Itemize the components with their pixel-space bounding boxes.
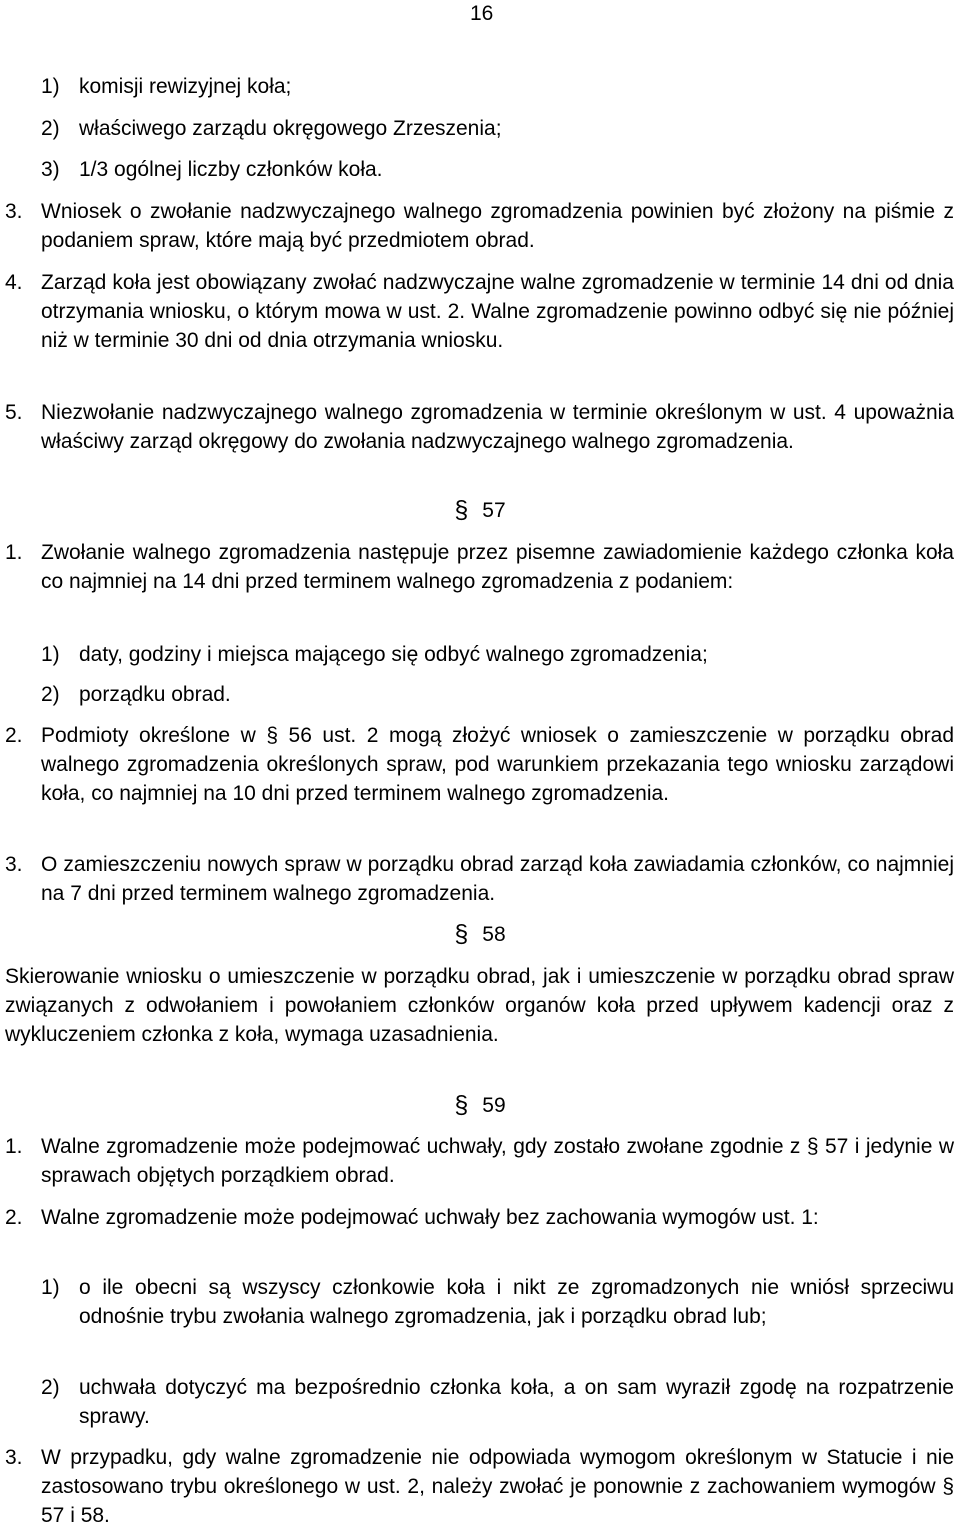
section-heading-59 xyxy=(0,1091,960,1120)
paragraph-number: 3. xyxy=(5,853,23,876)
list-item-text: o ile obecni są wszyscy członkowie koła i nikt ze zgromadzonych nie wniósł sprzeciwu odnośnie trybu zwołania walnego zgromadzenia, jak i porządku obrad lub; xyxy=(79,1276,954,1329)
paragraph-58: Skierowanie wniosku o umieszczenie w porządku obrad, jak i umieszczenie w porządku obrad spraw związanych z odwołaniem i powołaniem członków organów koła przed upływem kadencji oraz z wykluczeniem członka z koła, wymaga uzasadnienia. xyxy=(5,965,954,1047)
paragraph-text: Wniosek o zwołanie nadzwyczajnego walnego zgromadzenia powinien być złożony na piśmie z podaniem spraw, które mają być przedmiotem obrad. xyxy=(41,200,954,253)
paragraph-number: 1. xyxy=(5,541,23,564)
list-item-text: 1/3 ogólnej liczby członków koła. xyxy=(79,158,383,181)
paragraph-number: 3. xyxy=(5,200,23,223)
list-item xyxy=(41,680,954,709)
paragraph-text: Niezwołanie nadzwyczajnego walnego zgromadzenia w terminie określonym w ust. 4 upoważnia właściwy zarząd okręgowy do zwołania nadzwyczajnego walnego zgromadzenia. xyxy=(41,401,954,454)
list-item-number: 1) xyxy=(41,1276,60,1299)
list-item xyxy=(41,155,954,184)
list-item-text: daty, godziny i miejsca mającego się odbyć walnego zgromadzenia; xyxy=(79,643,708,666)
section-symbol: § xyxy=(454,1091,469,1119)
list-item xyxy=(41,1373,954,1431)
section-number: 58 xyxy=(482,923,506,946)
paragraph-number: 2. xyxy=(5,724,23,747)
section-heading-57 xyxy=(0,496,960,525)
paragraph-number: 3. xyxy=(5,1446,23,1469)
section-symbol: § xyxy=(454,496,469,524)
paragraph-text: O zamieszczeniu nowych spraw w porządku obrad zarząd koła zawiadamia członków, co najmniej na 7 dni przed terminem walnego zgromadzenia. xyxy=(41,853,954,906)
paragraph-56-5 xyxy=(5,398,954,456)
paragraph-57-2 xyxy=(5,721,954,809)
paragraph-text: W przypadku, gdy walne zgromadzenie nie odpowiada wymogom określonym w Statucie i nie zastosowano trybu określonego w ust. 2, należy zwołać je ponownie z zachowaniem wymogów § 57 i 58. xyxy=(41,1446,954,1528)
paragraph-59-3 xyxy=(5,1443,954,1531)
page-number: 16 xyxy=(470,2,494,25)
paragraph-text: Walne zgromadzenie może podejmować uchwały, gdy zostało zwołane zgodnie z § 57 i jedynie w sprawach objętych porządkiem obrad. xyxy=(41,1135,954,1188)
list-item-number: 3) xyxy=(41,158,60,181)
paragraph-number: 5. xyxy=(5,401,23,424)
paragraph-56-3 xyxy=(5,197,954,255)
section-number: 57 xyxy=(482,499,506,522)
section-number: 59 xyxy=(482,1094,506,1117)
list-item-number: 2) xyxy=(41,117,60,140)
list-item-number: 2) xyxy=(41,1376,60,1399)
list-item xyxy=(41,72,954,101)
paragraph-number: 4. xyxy=(5,271,23,294)
list-item-text: uchwała dotyczyć ma bezpośrednio członka koła, a on sam wyraził zgodę na rozpatrzenie sprawy. xyxy=(79,1376,954,1429)
paragraph-57-1 xyxy=(5,538,954,596)
paragraph-57-3 xyxy=(5,850,954,908)
list-item-text: komisji rewizyjnej koła; xyxy=(79,75,292,98)
paragraph-59-1 xyxy=(5,1132,954,1190)
list-item-text: porządku obrad. xyxy=(79,683,231,706)
list-item-number: 1) xyxy=(41,643,60,666)
paragraph-59-2 xyxy=(5,1203,954,1232)
list-item xyxy=(41,114,954,143)
paragraph-56-4 xyxy=(5,268,954,356)
section-symbol: § xyxy=(454,920,469,948)
paragraph-number: 2. xyxy=(5,1206,23,1229)
section-heading-58 xyxy=(0,920,960,949)
paragraph-number: 1. xyxy=(5,1135,23,1158)
paragraph-text: Podmioty określone w § 56 ust. 2 mogą złożyć wniosek o zamieszczenie w porządku obrad walnego zgromadzenia określonych spraw, pod warunkiem przekazania tego wniosku zarządowi koła, co najmniej na 10 dni przed terminem walnego zgromadzenia. xyxy=(41,724,954,806)
paragraph-text: Zwołanie walnego zgromadzenia następuje przez pisemne zawiadomienie każdego członka koła co najmniej na 14 dni przed terminem walnego zgromadzenia z podaniem: xyxy=(41,541,954,594)
list-item-text: właściwego zarządu okręgowego Zrzeszenia; xyxy=(79,117,502,140)
list-item-number: 2) xyxy=(41,683,60,706)
paragraph-text: Walne zgromadzenie może podejmować uchwały bez zachowania wymogów ust. 1: xyxy=(41,1206,819,1229)
list-item xyxy=(41,640,954,669)
paragraph-text: Zarząd koła jest obowiązany zwołać nadzwyczajne walne zgromadzenie w terminie 14 dni od dnia otrzymania wniosku, o którym mowa w ust. 2. Walne zgromadzenie powinno odbyć się nie później niż w terminie 30 dni od dnia otrzymania wniosku. xyxy=(41,271,954,353)
list-item-number: 1) xyxy=(41,75,60,98)
list-item xyxy=(41,1273,954,1331)
